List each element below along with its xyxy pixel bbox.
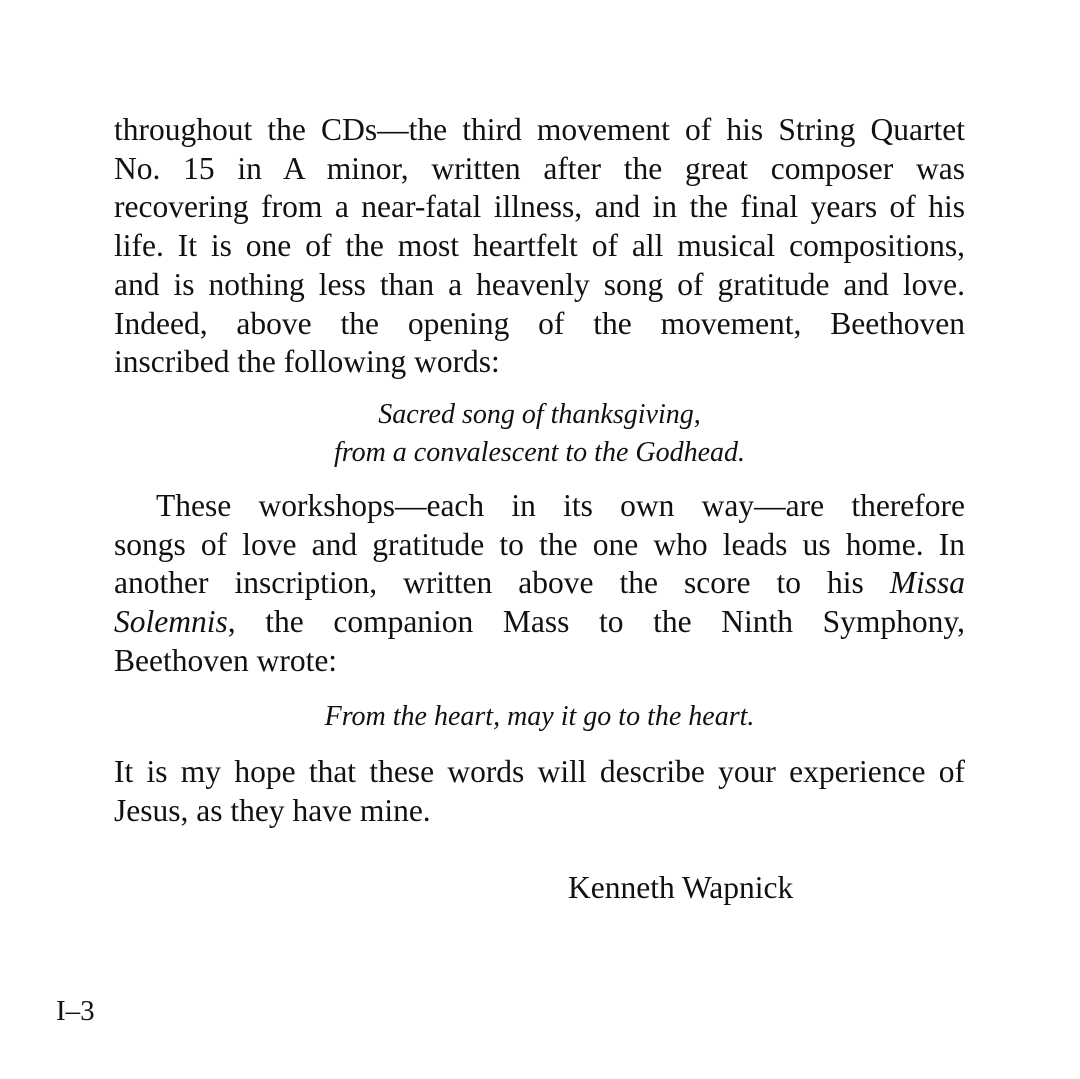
paragraph-line [114,564,965,603]
paragraph-line: It is my hope that these words will describe your experience of [114,754,965,789]
paragraph-text: , the companion Mass to the Ninth Symphony, [227,604,965,640]
quote-line: From the heart, may it go to the heart. [324,701,755,732]
paragraph-line: life. It is one of the most heartfelt of all musical compositions, [114,228,965,264]
paragraph-line: Beethoven wrote: [114,642,338,678]
title-italic: Missa [889,565,965,601]
paragraph-line: and is nothing less than a heavenly song of gratitude and love. [114,266,965,302]
paragraph-line: Indeed, above the opening of the movement, Beethoven [114,305,965,341]
page-number: I–3 [56,995,95,1027]
paragraph-line: Jesus, as they have mine. [114,792,431,828]
inscription-quote-2 [114,698,965,736]
paragraph-line: No. 15 in A minor, written after the great composer was [114,150,965,186]
body-paragraph-1 [114,111,965,382]
paragraph-line: recovering from a near-fatal illness, and in the final years of his [114,189,965,225]
paragraph-line: songs of love and gratitude to the one who leads us home. In [114,526,965,562]
paragraph-line: inscribed the following words: [114,344,500,380]
title-italic: Solemnis [114,604,228,640]
quote-line: Sacred song of thanksgiving, [378,399,701,430]
body-paragraph-3 [114,753,965,830]
paragraph-text: another inscription, written above the score to his [114,565,890,601]
paragraph-line: These workshops—each in its own way—are therefore [156,488,965,523]
paragraph-line: throughout the CDs—the third movement of his String Quartet [114,112,965,147]
inscription-quote-1 [114,396,965,472]
author-signature: Kenneth Wapnick [568,870,794,905]
quote-line: from a convalescent to the Godhead. [333,437,746,468]
body-paragraph-2 [114,487,965,681]
paragraph-line [114,603,965,642]
